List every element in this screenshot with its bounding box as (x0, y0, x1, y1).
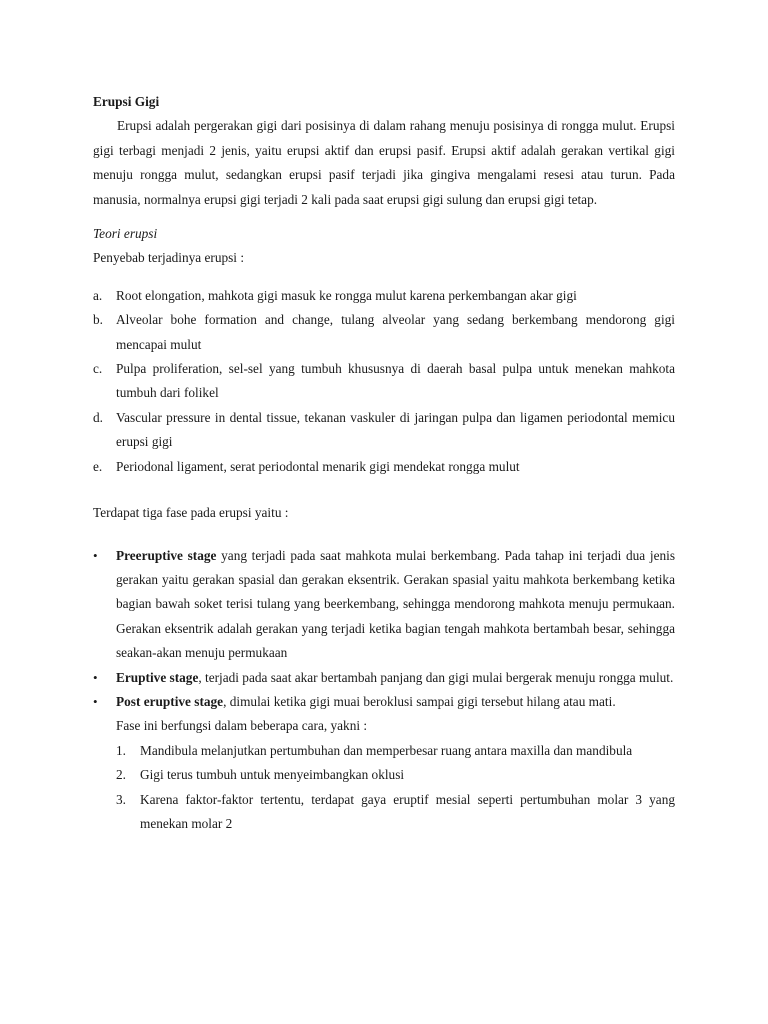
cause-text: Vascular pressure in dental tissue, tekanan vaskuler di jaringan pulpa dan ligamen periodontal memicu erupsi gigi (116, 409, 675, 450)
function-item (116, 788, 675, 837)
phase-term: Preeruptive stage (116, 547, 217, 563)
function-number: 3. (116, 791, 126, 807)
function-item (116, 763, 675, 787)
cause-marker: d. (93, 409, 103, 425)
phase-text: , dimulai ketika gigi muai beroklusi sampai gigi tersebut hilang atau mati. (223, 693, 616, 709)
causes-list (93, 284, 675, 479)
cause-item-b (93, 308, 675, 357)
bullet-icon: • (93, 547, 98, 563)
function-text: Karena faktor-faktor tertentu, terdapat gaya eruptif mesial seperti pertumbuhan molar 3 yang menekan molar 2 (140, 791, 675, 831)
cause-text: Periodonal ligament, serat periodontal menarik gigi mendekat rongga mulut (116, 458, 520, 474)
phase-item-preeruptive (93, 544, 675, 666)
cause-item-c (93, 357, 675, 406)
bullet-icon: • (93, 693, 98, 709)
phase-term: Eruptive stage (116, 669, 199, 685)
phase-term: Post eruptive stage (116, 693, 224, 709)
cause-text: Root elongation, mahkota gigi masuk ke rongga mulut karena perkembangan akar gigi (116, 287, 577, 303)
theory-heading: Teori erupsi (93, 226, 158, 242)
function-number: 2. (116, 767, 126, 783)
cause-item-a (93, 284, 675, 308)
cause-item-d (93, 406, 675, 455)
function-text: Mandibula melanjutkan pertumbuhan dan memperbesar ruang antara maxilla dan mandibula (140, 742, 633, 758)
cause-marker: e. (93, 458, 103, 474)
phase-item-post-eruptive (93, 690, 675, 836)
phases-intro: Terdapat tiga fase pada erupsi yaitu : (93, 505, 289, 521)
cause-text: Alveolar bohe formation and change, tulang alveolar yang sedang berkembang mendorong gigi mencapai mulut (116, 312, 675, 352)
cause-item-e (93, 455, 675, 479)
document-title: Erupsi Gigi (93, 94, 160, 109)
function-text: Gigi terus tumbuh untuk menyeimbangkan oklusi (140, 767, 405, 783)
phases-list (93, 544, 675, 837)
cause-marker: a. (93, 287, 103, 303)
cause-marker: b. (93, 312, 103, 328)
phase-item-eruptive (93, 666, 675, 690)
intro-paragraph: Erupsi adalah pergerakan gigi dari posisinya di dalam rahang menuju posisinya di rongga mulut. Erupsi gigi terbagi menjadi 2 jenis, yaitu erupsi aktif dan erupsi pasif. Erupsi aktif adalah gerakan vertikal gigi menuju rongga mulut, sedangkan erupsi pasif terjadi jika gingiva mengalami resesi atau turun. Pada manusia, normalnya erupsi gigi terjadi 2 kali pada saat erupsi gigi sulung dan erupsi gigi tetap. (93, 118, 675, 207)
function-item (116, 739, 675, 763)
document-content (93, 90, 675, 836)
function-number: 1. (116, 742, 126, 758)
causes-intro: Penyebab terjadinya erupsi : (93, 250, 245, 266)
post-eruptive-intro: Fase ini berfungsi dalam beberapa cara, yakni : (116, 718, 368, 734)
phase-text: , terjadi pada saat akar bertambah panjang dan gigi mulai bergerak menuju rongga mulut. (198, 669, 674, 685)
cause-text: Pulpa proliferation, sel-sel yang tumbuh khususnya di daerah basal pulpa untuk menekan mahkota tumbuh dari folikel (116, 361, 675, 401)
bullet-icon: • (93, 669, 98, 685)
post-eruptive-functions-list (116, 739, 675, 837)
cause-marker: c. (93, 361, 103, 377)
phase-text: yang terjadi pada saat mahkota mulai berkembang. Pada tahap ini terjadi dua jenis gerakan yaitu gerakan spasial dan gerakan eksentrik. Gerakan spasial yaitu mahkota berkembang ketika bagian bawah soket terisi tulang yang beerkembang, sehingga mendorong mahkota menuju permukaan. Gerakan eksentrik adalah gerakan yang terjadi ketika bagian tengah mahkota bertambah besar, sehingga seakan-akan menuju permukaan (116, 547, 676, 661)
